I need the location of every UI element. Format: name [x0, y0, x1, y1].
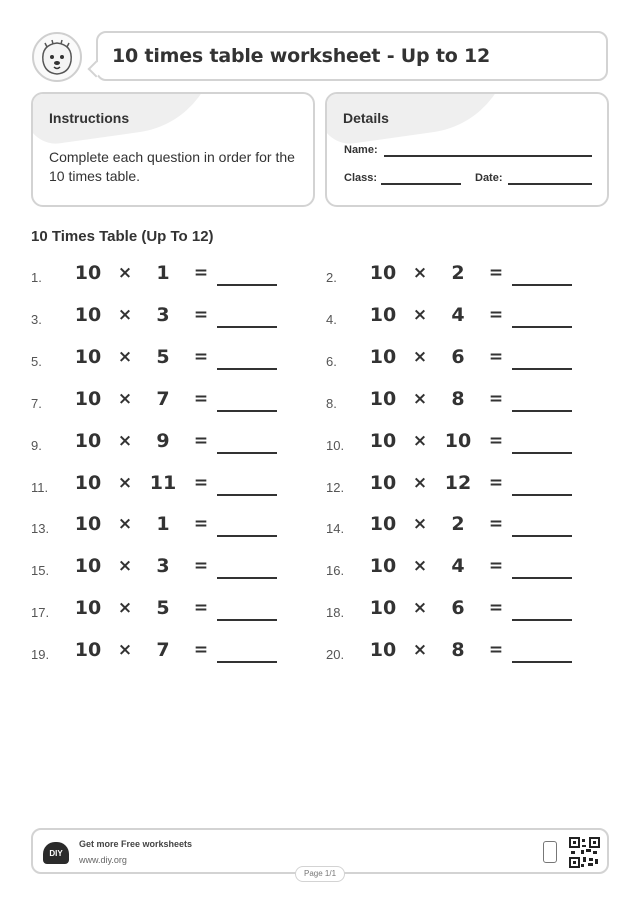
times-sign: ×	[412, 263, 428, 283]
equals-sign: =	[193, 472, 209, 493]
answer-blank[interactable]	[217, 368, 277, 370]
times-sign: ×	[412, 556, 428, 577]
multiplier: 3	[156, 555, 170, 578]
times-sign: ×	[412, 472, 428, 493]
question-number: 11.	[31, 479, 49, 495]
answer-blank[interactable]	[217, 535, 277, 537]
multiplicand: 10	[369, 513, 397, 536]
multiplier: 5	[156, 345, 170, 368]
multiplicand: 10	[74, 387, 102, 410]
question-number: 4.	[326, 311, 337, 327]
times-sign: ×	[117, 472, 133, 493]
qr-code-icon	[569, 837, 600, 868]
class-label: Class:	[344, 172, 378, 184]
question-number: 19.	[31, 647, 50, 663]
name-field[interactable]	[384, 155, 592, 157]
times-sign: ×	[117, 388, 133, 409]
mascot-icon	[32, 32, 82, 82]
times-sign: ×	[117, 430, 133, 451]
equals-sign: =	[488, 346, 504, 367]
answer-blank[interactable]	[217, 619, 277, 621]
footer-title: Get more Free worksheets	[79, 839, 193, 849]
title-box	[96, 31, 608, 81]
multiplier: 6	[451, 597, 465, 620]
question-number: 1.	[31, 270, 42, 285]
equals-sign: =	[488, 472, 504, 493]
times-sign: ×	[117, 598, 133, 619]
multiplicand: 10	[74, 303, 102, 326]
multiplier: 1	[156, 513, 170, 536]
question-number: 12.	[326, 479, 345, 495]
multiplicand: 10	[369, 387, 397, 410]
multiplier: 5	[156, 597, 170, 620]
answer-blank[interactable]	[217, 577, 277, 579]
phone-icon	[543, 841, 557, 863]
times-sign: ×	[117, 346, 133, 367]
question-number: 9.	[31, 437, 42, 453]
multiplier: 6	[451, 345, 465, 368]
date-field[interactable]	[508, 183, 592, 185]
question-number: 2.	[326, 270, 337, 285]
instructions-text: Complete each question in order for the 10 times table.	[49, 149, 295, 184]
equals-sign: =	[488, 304, 504, 325]
multiplier: 11	[149, 471, 177, 494]
equals-sign: =	[193, 598, 209, 619]
equals-sign: =	[193, 388, 209, 409]
multiplier: 7	[156, 639, 170, 662]
answer-blank[interactable]	[512, 661, 572, 663]
multiplicand: 10	[74, 639, 102, 662]
question-number: 18.	[326, 605, 345, 621]
question-number: 14.	[326, 521, 345, 537]
question-number: 16.	[326, 563, 345, 579]
multiplicand: 10	[74, 597, 102, 620]
equals-sign: =	[193, 556, 209, 577]
multiplier: 4	[451, 303, 465, 326]
multiplier: 9	[156, 429, 170, 452]
times-sign: ×	[117, 640, 133, 661]
times-sign: ×	[412, 514, 428, 535]
details-heading: Details	[343, 110, 389, 126]
question-number: 5.	[31, 353, 42, 369]
equals-sign: =	[488, 598, 504, 619]
answer-blank[interactable]	[512, 619, 572, 621]
answer-blank[interactable]	[512, 535, 572, 537]
multiplicand: 10	[369, 262, 397, 284]
equals-sign: =	[193, 640, 209, 661]
date-label: Date:	[475, 172, 503, 184]
equals-sign: =	[488, 430, 504, 451]
multiplier: 3	[156, 303, 170, 326]
answer-blank[interactable]	[512, 410, 572, 412]
answer-blank[interactable]	[512, 577, 572, 579]
answer-blank[interactable]	[217, 326, 277, 328]
answer-blank[interactable]	[217, 284, 277, 286]
times-sign: ×	[412, 598, 428, 619]
multiplicand: 10	[74, 429, 102, 452]
question-number: 8.	[326, 395, 337, 411]
multiplicand: 10	[369, 471, 397, 494]
equals-sign: =	[488, 640, 504, 661]
multiplicand: 10	[369, 345, 397, 368]
times-sign: ×	[412, 346, 428, 367]
multiplier: 1	[156, 262, 170, 284]
multiplicand: 10	[369, 303, 397, 326]
page-title: 10 times table worksheet - Up to 12	[112, 45, 491, 67]
answer-blank[interactable]	[217, 661, 277, 663]
answer-blank[interactable]	[512, 494, 572, 496]
times-sign: ×	[117, 514, 133, 535]
multiplicand: 10	[74, 471, 102, 494]
class-field[interactable]	[381, 183, 461, 185]
multiplicand: 10	[74, 513, 102, 536]
question-number: 6.	[326, 353, 337, 369]
multiplicand: 10	[369, 555, 397, 578]
page-indicator: Page 1/1	[295, 866, 345, 882]
multiplier: 2	[451, 513, 465, 536]
answer-blank[interactable]	[217, 452, 277, 454]
question-number: 15.	[31, 563, 50, 579]
multiplier: 4	[451, 555, 465, 578]
question-number: 20.	[326, 647, 345, 663]
multiplicand: 10	[369, 429, 397, 452]
footer-url[interactable]: www.diy.org	[79, 855, 127, 865]
equals-sign: =	[193, 430, 209, 451]
answer-blank[interactable]	[217, 494, 277, 496]
equals-sign: =	[488, 263, 504, 283]
answer-blank[interactable]	[512, 368, 572, 370]
times-sign: ×	[412, 640, 428, 661]
question-number: 3.	[31, 311, 42, 327]
multiplier: 8	[451, 639, 465, 662]
answer-blank[interactable]	[512, 326, 572, 328]
equals-sign: =	[488, 388, 504, 409]
details-panel	[325, 92, 609, 207]
answer-blank[interactable]	[512, 452, 572, 454]
diy-logo: DIY	[43, 842, 69, 864]
times-sign: ×	[412, 430, 428, 451]
name-label: Name:	[344, 144, 378, 156]
times-sign: ×	[117, 263, 133, 283]
equals-sign: =	[193, 346, 209, 367]
multiplier: 12	[444, 471, 472, 494]
times-sign: ×	[412, 388, 428, 409]
section-title: 10 Times Table (Up To 12)	[31, 228, 214, 245]
question-number: 13.	[31, 521, 50, 537]
multiplicand: 10	[74, 262, 102, 284]
times-sign: ×	[412, 304, 428, 325]
answer-blank[interactable]	[217, 410, 277, 412]
instructions-panel	[31, 92, 315, 207]
question-number: 7.	[31, 395, 42, 411]
multiplier: 10	[444, 429, 472, 452]
multiplicand: 10	[369, 639, 397, 662]
multiplier: 2	[451, 262, 465, 284]
multiplicand: 10	[74, 345, 102, 368]
equals-sign: =	[193, 514, 209, 535]
multiplicand: 10	[369, 597, 397, 620]
times-sign: ×	[117, 556, 133, 577]
answer-blank[interactable]	[512, 284, 572, 286]
multiplier: 7	[156, 387, 170, 410]
equals-sign: =	[488, 556, 504, 577]
times-sign: ×	[117, 304, 133, 325]
instructions-heading: Instructions	[49, 110, 130, 126]
equals-sign: =	[488, 514, 504, 535]
equals-sign: =	[193, 304, 209, 325]
question-number: 10.	[326, 437, 345, 453]
question-number: 17.	[31, 605, 50, 621]
multiplicand: 10	[74, 555, 102, 578]
equals-sign: =	[193, 263, 209, 283]
multiplier: 8	[451, 387, 465, 410]
